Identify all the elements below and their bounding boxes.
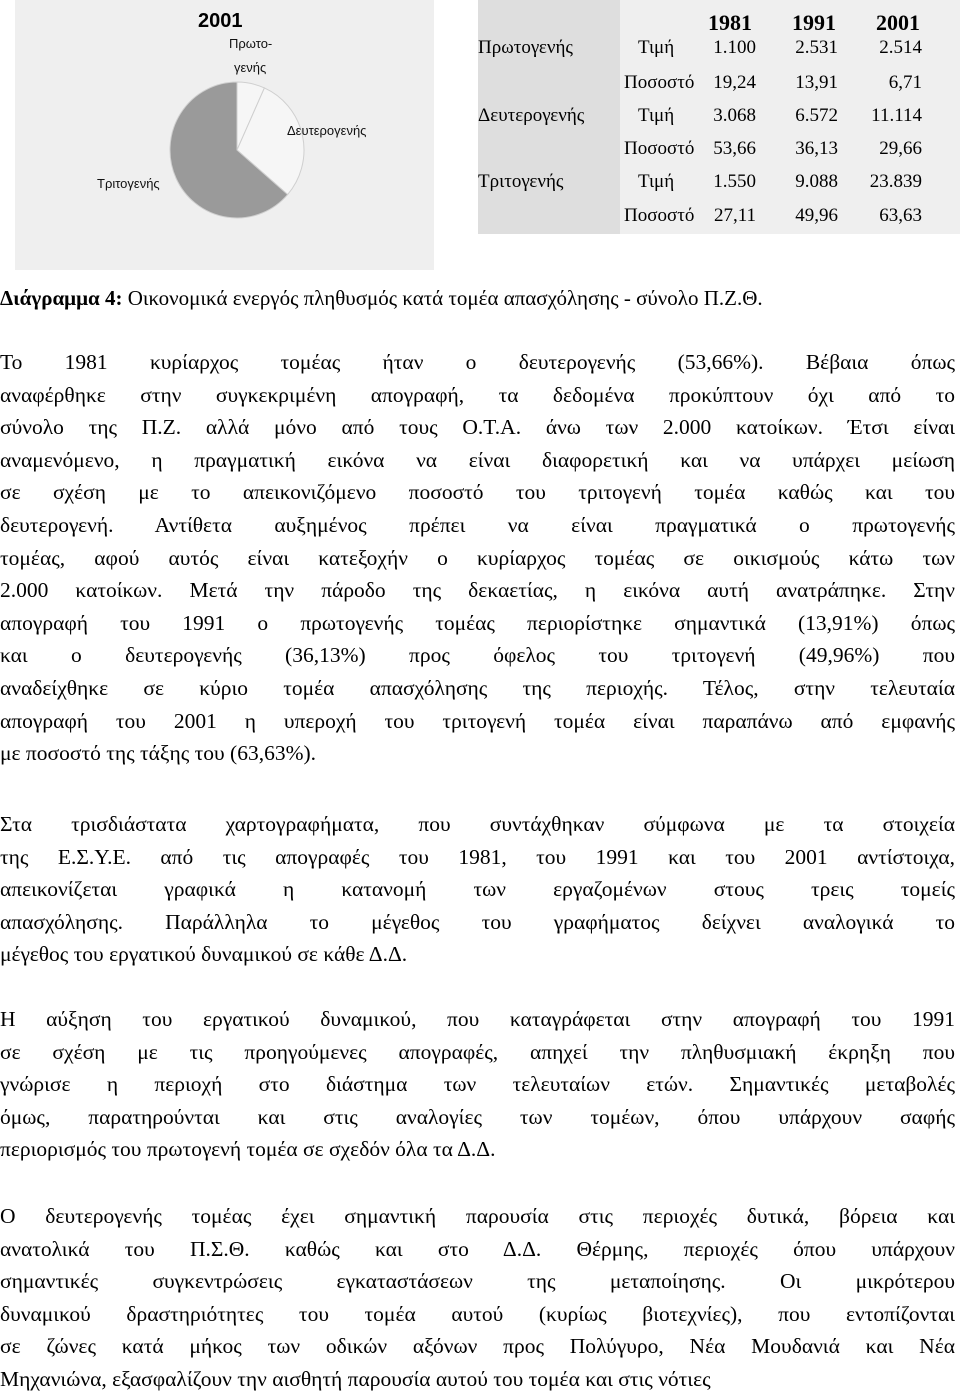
table-cell: 27,11 bbox=[713, 205, 756, 226]
figure bbox=[15, 0, 960, 272]
text-line: όμως, παρατηρούνται και στις αναλογίες των τομέων, όπου υπάρχουν σαφής bbox=[0, 1104, 955, 1129]
text-line: περιορισμός του πρωτογενή τομέα σε σχεδόν όλα τα Δ.Δ. bbox=[0, 1137, 496, 1162]
table-cell: 19,24 bbox=[713, 72, 756, 93]
data-table bbox=[478, 0, 960, 234]
paragraph bbox=[0, 346, 955, 770]
table-cell: 9.088 bbox=[795, 171, 838, 192]
text-line: Στα τρισδιάστατα χαρτογραφήματα, που συντάχθηκαν σύμφωνα με τα στοιχεία bbox=[0, 812, 955, 836]
table-cell: 2.531 bbox=[795, 37, 838, 58]
text-line: αναμενόμενο, η πραγματική εικόνα να είναι διαφορετική και να υπάρχει μείωση bbox=[0, 447, 955, 472]
figure-caption bbox=[0, 286, 960, 311]
text-line: σε σχέση με το απεικονιζόμενο ποσοστό του τριτογενή τομέα καθώς και του bbox=[0, 480, 955, 505]
text-line: απογραφή του 2001 η υπεροχή του τριτογενή τομέα είναι παραπάνω από εμφανής bbox=[0, 708, 955, 733]
table-cell: 63,63 bbox=[879, 205, 922, 226]
year-header: 1991 bbox=[792, 10, 836, 35]
text-line: 2.000 κατοίκων. Μετά την πάροδο της δεκαετίας, η εικόνα αυτή ανατράπηκε. Στην bbox=[0, 578, 955, 603]
table-cell: 29,66 bbox=[879, 138, 922, 159]
text-line: απογραφή του 1991 ο πρωτογενής τομέας περιορίστηκε σημαντικά (13,91%) όπως bbox=[0, 610, 955, 635]
table-measure-label: Ποσοστό bbox=[624, 72, 695, 93]
pie-label-primary-1: Πρωτο- bbox=[229, 36, 273, 51]
table-measure-label: Ποσοστό bbox=[624, 205, 695, 226]
table-cell: 36,13 bbox=[795, 138, 838, 159]
table-measure-label: Ποσοστό bbox=[624, 138, 695, 159]
text-line: Μηχανιώνα, εξασφαλίζουν την αισθητή παρουσία αυτού του τομέα και στις νότιες bbox=[0, 1366, 711, 1391]
text-line: δευτερογενή. Αντίθετα αυξημένος πρέπει να είναι πραγματικά ο πρωτογενής bbox=[0, 512, 955, 537]
text-line: αναδείχθηκε σε κύριο τομέα απασχόλησης της περιοχής. Τέλος, στην τελευταία bbox=[0, 675, 955, 700]
paragraph bbox=[0, 1003, 955, 1166]
caption-text: Οικονομικά ενεργός πληθυσμός κατά τομέα απασχόλησης - σύνολο Π.Ζ.Θ. bbox=[122, 286, 763, 310]
text-line: γνώρισε η περιοχή στο διάστημα των τελευταίων ετών. Σημαντικές μεταβολές bbox=[0, 1072, 955, 1097]
year-header: 1981 bbox=[708, 10, 752, 35]
table-sector-label: Τριτογενής bbox=[478, 171, 564, 192]
text-line: με ποσοστό της τάξης του (63,63%). bbox=[0, 741, 317, 766]
text-line: δυναμικού δραστηριότητες του τομέα αυτού (κυρίως βιοτεχνίες), που εντοπίζονται bbox=[0, 1301, 955, 1326]
text-line: αναφέρθηκε στην συγκεκριμένη απογραφή, τα δεδομένα προκύπτουν όχι από το bbox=[0, 382, 955, 407]
text-line: σε σχέση με τις προηγούμενες απογραφές, απηχεί την πληθυσμιακή έκρηξη που bbox=[0, 1039, 955, 1064]
text-line: της Ε.Σ.Υ.Ε. από τις απογραφές του 1981, του 1991 και του 2001 αντίστοιχα, bbox=[0, 844, 955, 869]
text-line: Ο δευτερογενής τομέας έχει σημαντική παρουσία στις περιοχές δυτικά, βόρεια και bbox=[0, 1204, 955, 1228]
text-line: σημαντικές συγκεντρώσεις εγκαταστάσεων της μεταποίησης. Οι μικρότερου bbox=[0, 1269, 955, 1294]
text-line: Το 1981 κυρίαρχος τομέας ήταν ο δευτερογενής (53,66%). Βέβαια όπως bbox=[0, 350, 955, 374]
year-header: 2001 bbox=[876, 10, 920, 35]
table-measure-label: Τιμή bbox=[638, 105, 675, 126]
paragraph bbox=[0, 1200, 955, 1396]
text-line: απασχόλησης. Παράλληλα το μέγεθος του γραφήματος δείχνει αναλογικά το bbox=[0, 909, 955, 934]
pie-chart-panel bbox=[15, 0, 434, 270]
paragraph bbox=[0, 808, 955, 971]
table-cell: 53,66 bbox=[713, 138, 756, 159]
table-cell: 6.572 bbox=[795, 105, 838, 126]
table-sector-label: Πρωτογενής bbox=[478, 37, 573, 58]
table-measure-label: Τιμή bbox=[638, 171, 675, 192]
text-line: τομέας, αφού αυτός είναι κατεξοχήν ο κυρίαρχος τομέας σε οικισμούς κάτω των bbox=[0, 545, 955, 570]
table-cell: 3.068 bbox=[713, 105, 756, 126]
table-cell: 11.114 bbox=[871, 105, 922, 126]
table-cell: 6,71 bbox=[888, 72, 922, 93]
table-cell: 23.839 bbox=[869, 171, 922, 192]
text-line: ανατολικά του Π.Σ.Θ. καθώς και στο Δ.Δ. Θέρμης, περιοχές όπου υπάρχουν bbox=[0, 1236, 955, 1261]
table-measure-label: Τιμή bbox=[638, 37, 675, 58]
table-cell: 1.100 bbox=[713, 37, 756, 58]
text-line: σε ζώνες κατά μήκος των οδικών αξόνων προς Πολύγυρο, Νέα Μουδανιά και Νέα bbox=[0, 1334, 955, 1359]
text-line: μέγεθος του εργατικού δυναμικού σε κάθε Δ.Δ. bbox=[0, 942, 408, 967]
table-cell: 2.514 bbox=[879, 37, 922, 58]
table-cell: 1.550 bbox=[713, 171, 756, 192]
table-cell: 13,91 bbox=[795, 72, 838, 93]
pie-label-secondary: Δευτερογενής bbox=[287, 123, 367, 138]
table-cell: 49,96 bbox=[795, 205, 838, 226]
pie-label-tertiary: Τριτογενής bbox=[97, 176, 160, 191]
text-line: και ο δευτερογενής (36,13%) προς όφελος του τριτογενή (49,96%) που bbox=[0, 643, 955, 668]
table-sector-label: Δευτερογενής bbox=[478, 105, 585, 126]
caption-label: Διάγραμμα 4: bbox=[0, 286, 123, 310]
chart-title: 2001 bbox=[198, 10, 243, 32]
text-line: σύνολο της Π.Ζ. αλλά μόνο από τους Ο.Τ.Α. άνω των 2.000 κατοίκων. Έτσι είναι bbox=[0, 415, 955, 440]
text-line: Η αύξηση του εργατικού δυναμικού, που καταγράφεται στην απογραφή του 1991 bbox=[0, 1007, 955, 1031]
text-line: απεικονίζεται γραφικά η κατανομή των εργαζομένων στους τρεις τομείς bbox=[0, 877, 955, 902]
pie-chart bbox=[15, 0, 434, 270]
pie-label-primary-2: γενής bbox=[234, 60, 267, 75]
